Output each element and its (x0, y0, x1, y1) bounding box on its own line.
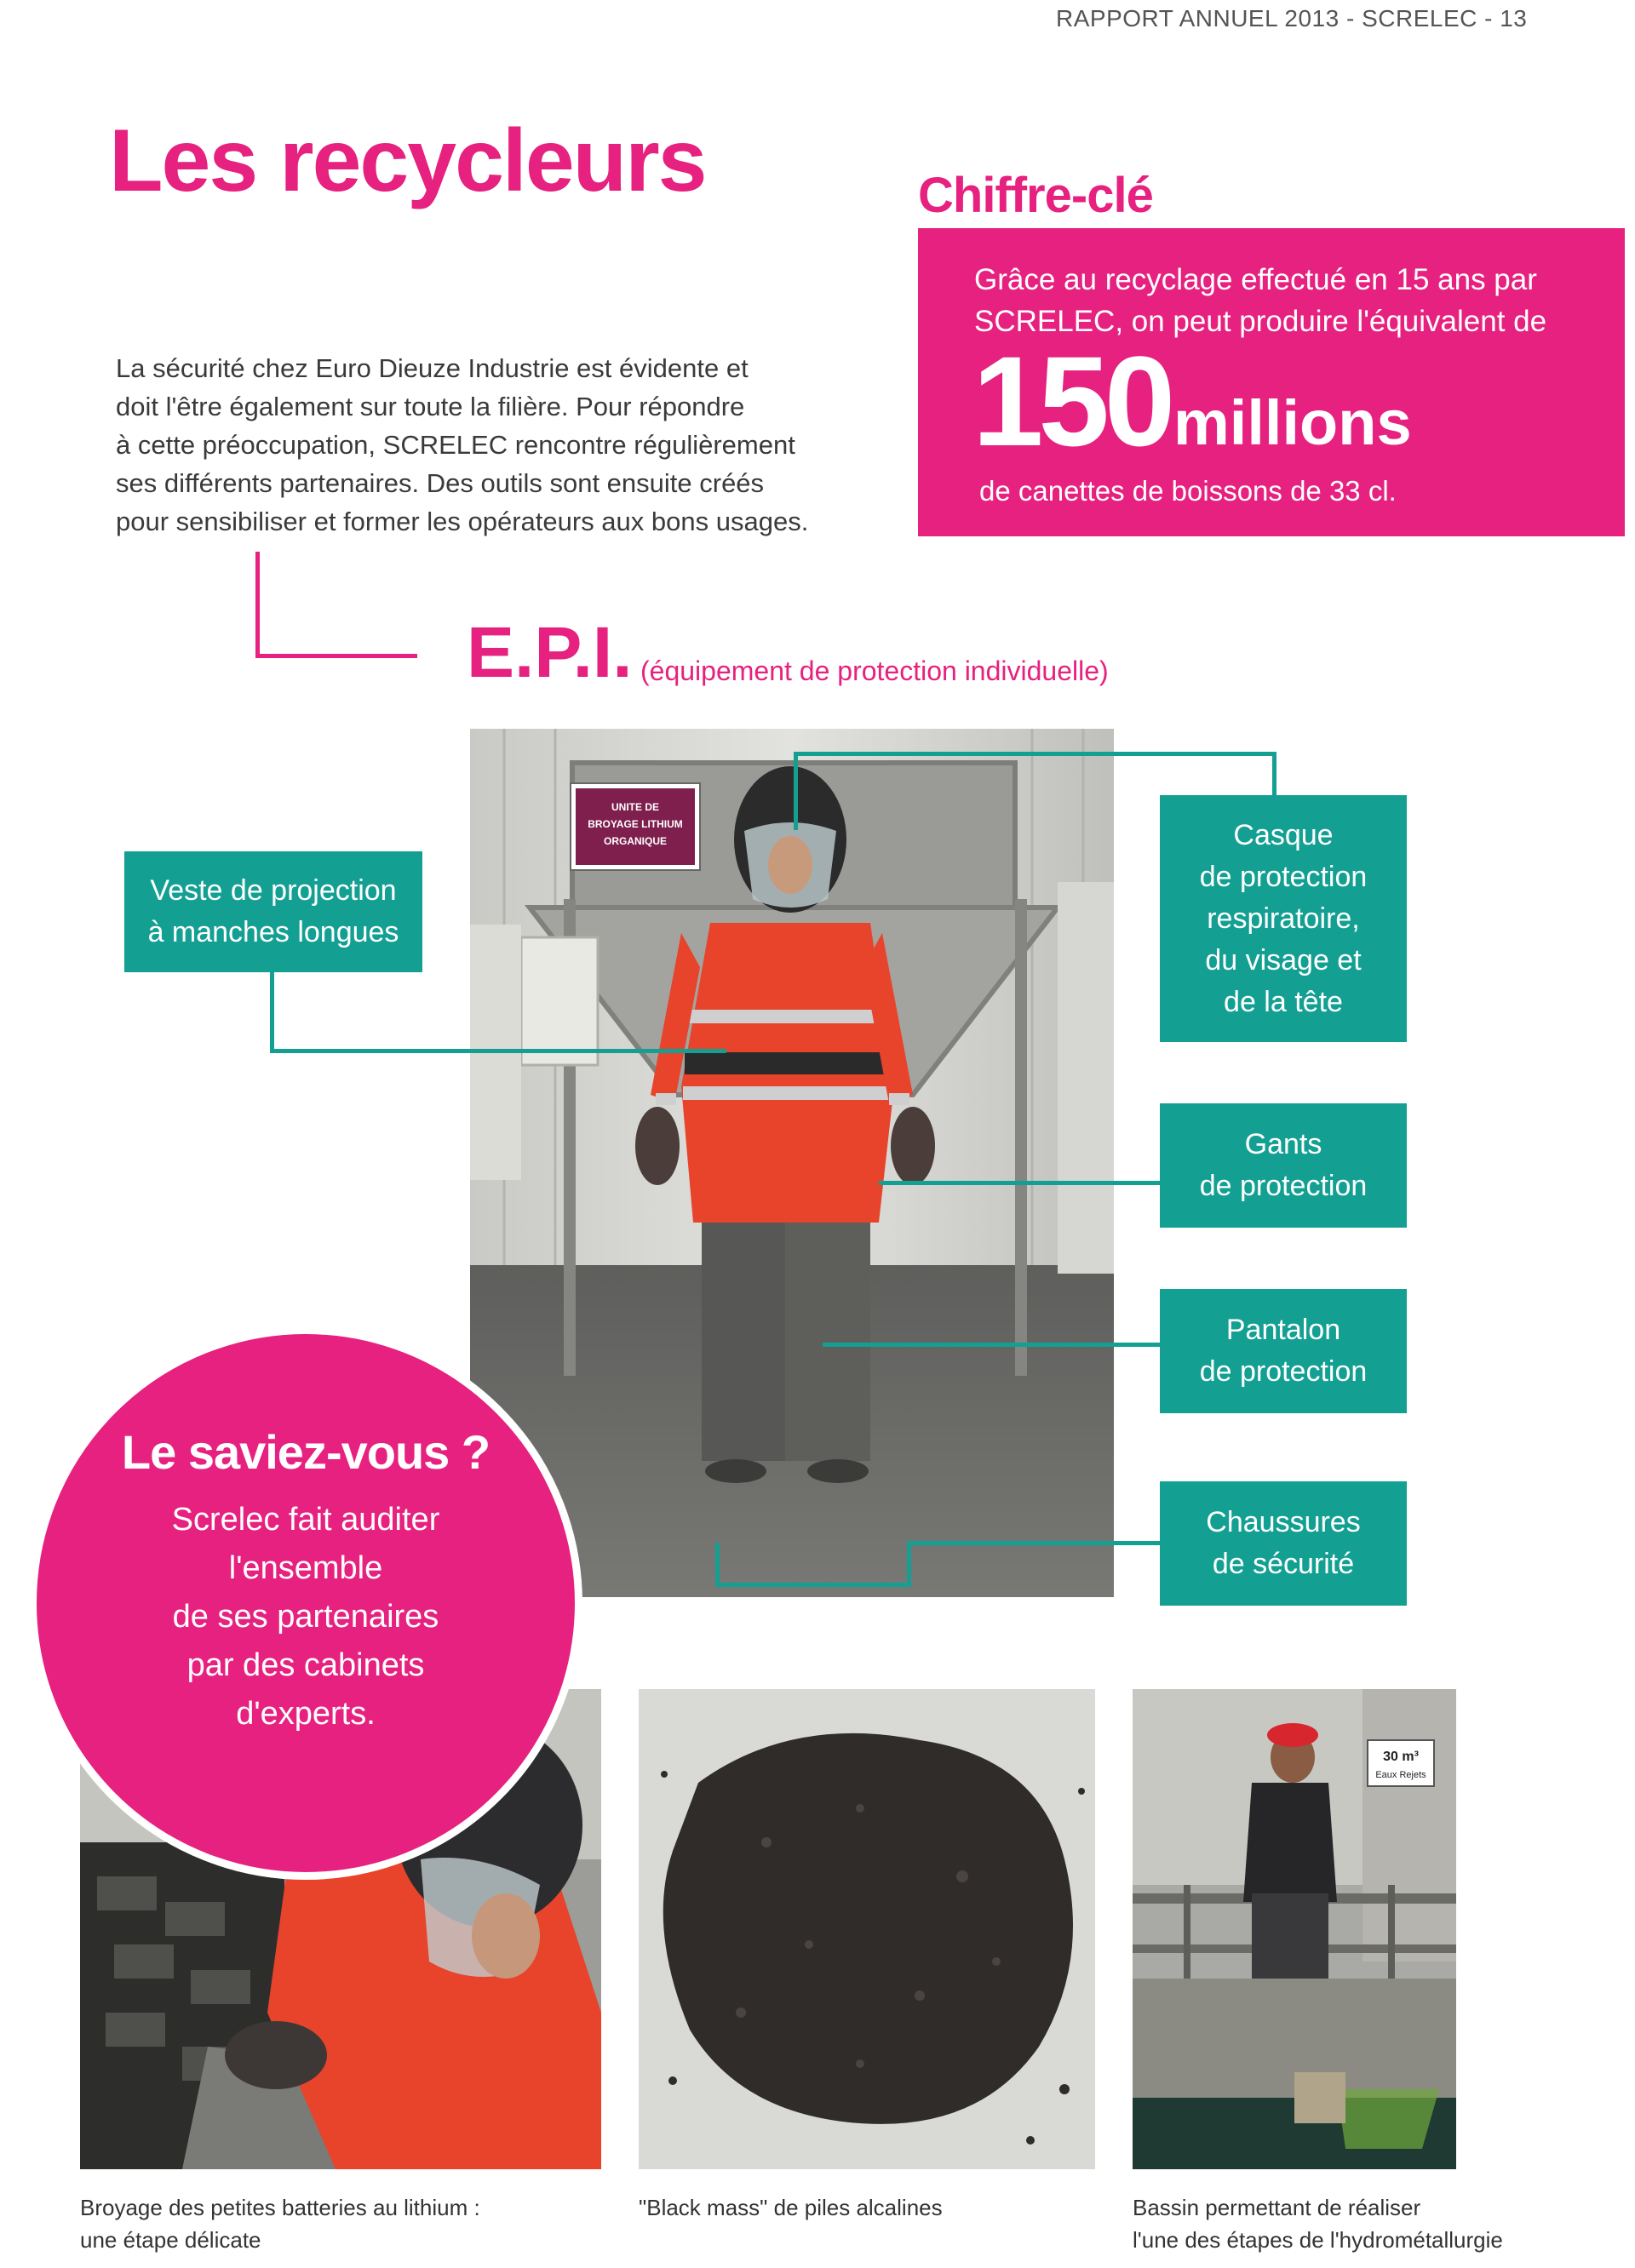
key-figure-box (918, 228, 1625, 536)
intro-line: ses différents partenaires. Des outils sont ensuite créés (116, 468, 765, 498)
key-figure-intro-line: Grâce au recyclage effectué en 15 ans par (974, 263, 1537, 296)
caption-line: "Black mass" de piles alcalines (639, 2195, 943, 2220)
caption-line: une étape délicate (80, 2227, 261, 2253)
label-trousers-line: de protection (1199, 1355, 1368, 1388)
key-figure-number: 150 (972, 329, 1171, 472)
sign-line: ORGANIQUE (603, 835, 668, 847)
basin-sign-line: Eaux Rejets (1375, 1770, 1426, 1780)
epi-subtitle: (équipement de protection individuelle) (640, 656, 1109, 686)
label-helmet-line: Casque (1233, 818, 1334, 851)
pink-connector-horizontal (255, 654, 417, 658)
label-helmet-line: de protection (1199, 860, 1368, 893)
intro-paragraph (116, 349, 831, 541)
label-trousers-line: Pantalon (1225, 1314, 1341, 1346)
label-gloves (1160, 1103, 1407, 1228)
caption-line: l'une des étapes de l'hydrométallurgie (1133, 2227, 1503, 2253)
label-jacket (124, 851, 422, 972)
photo-hydrometallurgy-illustration (1133, 1689, 1456, 2169)
caption-line: Broyage des petites batteries au lithium : (80, 2195, 480, 2220)
page-title: Les recycleurs (109, 112, 706, 210)
sign-line: UNITE DE (611, 801, 660, 813)
label-helmet (1160, 795, 1407, 1042)
label-gloves-line: Gants (1244, 1128, 1322, 1160)
label-gloves-line: de protection (1199, 1170, 1368, 1202)
did-you-know-line: de ses partenaires (172, 1599, 439, 1635)
connector-gloves (879, 1181, 1162, 1185)
intro-line: à cette préoccupation, SCRELEC rencontre régulièrement (116, 430, 795, 460)
label-helmet-line: respiratoire, (1207, 902, 1360, 935)
did-you-know-text (113, 1496, 498, 1738)
sign-line: BROYAGE LITHIUM (588, 818, 683, 830)
label-helmet-line: du visage et (1205, 943, 1362, 976)
key-figure-unit: millions (1173, 387, 1412, 458)
intro-line: doit l'être également sur toute la filière. Pour répondre (116, 392, 745, 421)
did-you-know-circle (29, 1326, 582, 1880)
connector-shoes-bottom (715, 1583, 911, 1587)
key-figure-intro-line: SCRELEC, on peut produire l'équivalent de (974, 305, 1547, 338)
epi-title: E.P.I. (467, 612, 633, 692)
connector-helmet-vertical-left (794, 752, 798, 830)
did-you-know-line: d'experts. (236, 1696, 376, 1732)
intro-line: La sécurité chez Euro Dieuze Industrie est évidente et (116, 353, 749, 383)
intro-line: pour sensibiliser et former les opérateurs aux bons usages. (116, 507, 809, 536)
connector-helmet-horizontal (794, 752, 1276, 756)
photo-black-mass-illustration (639, 1689, 1095, 2169)
caption-photo1 (80, 2191, 625, 2256)
connector-jacket-horizontal (270, 1049, 726, 1053)
did-you-know-line: par des cabinets (186, 1647, 425, 1683)
did-you-know-line: l'ensemble (228, 1550, 383, 1586)
key-figure-title: Chiffre-clé (918, 168, 1153, 223)
label-trousers (1160, 1289, 1407, 1413)
did-you-know-line: Screlec fait auditer (171, 1502, 440, 1538)
label-jacket-line: à manches longues (147, 916, 399, 948)
connector-shoes-vertical-right (907, 1541, 911, 1587)
connector-shoes-vertical-left (715, 1543, 720, 1587)
label-shoes (1160, 1481, 1407, 1606)
label-shoes-line: de sécurité (1212, 1548, 1355, 1580)
key-figure-outro: de canettes de boissons de 33 cl. (979, 475, 1397, 507)
connector-trousers (823, 1343, 1162, 1347)
page-header: RAPPORT ANNUEL 2013 - SCRELEC - 13 (1056, 5, 1528, 32)
caption-photo2 (639, 2191, 1099, 2224)
pink-connector-vertical (255, 552, 260, 657)
basin-sign-line: 30 m³ (1383, 1750, 1419, 1764)
label-helmet-line: de la tête (1224, 985, 1343, 1018)
photo-hydrometallurgy-basin (1133, 1689, 1456, 2169)
caption-line: Bassin permettant de réaliser (1133, 2195, 1421, 2220)
connector-helmet-vertical-right (1272, 752, 1276, 796)
caption-photo3 (1133, 2191, 1575, 2256)
connector-shoes-horizontal (907, 1541, 1162, 1545)
label-shoes-line: Chaussures (1206, 1506, 1361, 1538)
photo-black-mass (639, 1689, 1095, 2169)
connector-jacket-vertical (270, 972, 274, 1052)
did-you-know-title: Le saviez-vous ? (121, 1425, 490, 1479)
label-jacket-line: Veste de projection (150, 874, 397, 907)
